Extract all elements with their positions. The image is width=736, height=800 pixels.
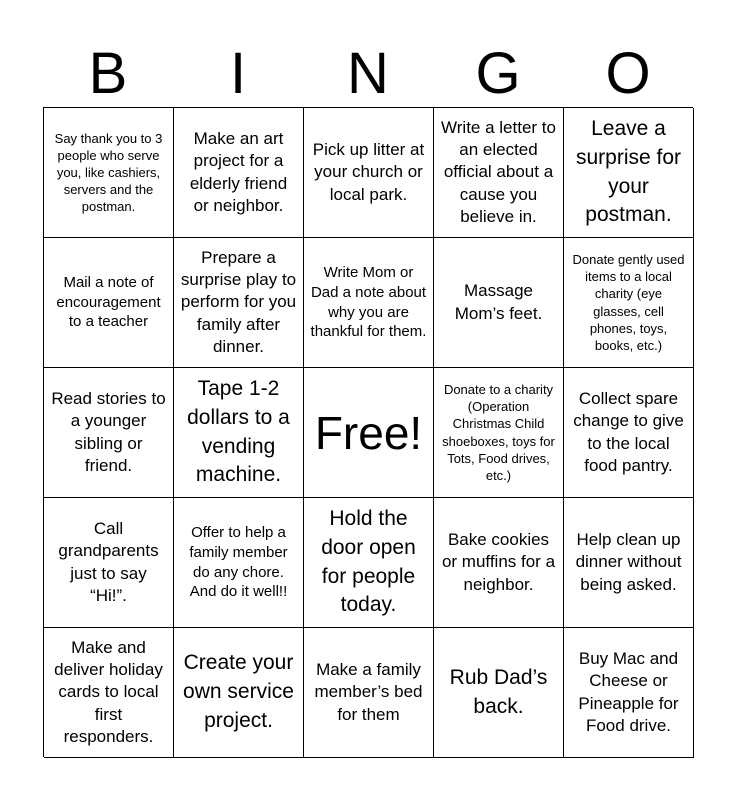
header-letter-i: I bbox=[229, 41, 247, 106]
bingo-cell-r1c3 bbox=[304, 108, 434, 238]
bingo-header bbox=[43, 40, 693, 106]
free-space bbox=[304, 368, 434, 498]
bingo-cell-r1c5 bbox=[564, 108, 694, 238]
free-space-text: Free! bbox=[314, 406, 423, 459]
cell-text: Buy Mac and Cheese or Pineapple for Food drive. bbox=[578, 649, 679, 735]
cell-text: Help clean up dinner without being asked. bbox=[575, 530, 682, 594]
header-letter-n: N bbox=[347, 41, 389, 106]
header-letter-b: B bbox=[88, 41, 128, 106]
bingo-cell-r2c4 bbox=[434, 238, 564, 368]
cell-text: Say thank you to 3 people who serve you, like cashiers, servers and the postman. bbox=[54, 130, 163, 215]
bingo-cell-r1c4 bbox=[434, 108, 564, 238]
cell-text: Make a family member’s bed for them bbox=[314, 660, 423, 724]
cell-text: Create your own service project. bbox=[183, 651, 294, 732]
bingo-cell-r5c3 bbox=[304, 628, 434, 758]
cell-text: Mail a note of encouragement to a teacher bbox=[56, 273, 161, 331]
cell-text: Make an art project for a elderly friend or neighbor. bbox=[189, 129, 288, 215]
bingo-cell-r5c5 bbox=[564, 628, 694, 758]
bingo-cell-r1c2 bbox=[174, 108, 304, 238]
bingo-cell-r3c2 bbox=[174, 368, 304, 498]
bingo-cell-r3c4 bbox=[434, 368, 564, 498]
cell-text: Prepare a surprise play to perform for you family after dinner. bbox=[180, 248, 297, 356]
bingo-cell-r2c3 bbox=[304, 238, 434, 368]
cell-text: Leave a surprise for your postman. bbox=[575, 116, 682, 227]
cell-text: Hold the door open for people today. bbox=[321, 506, 416, 617]
bingo-cell-r3c1 bbox=[44, 368, 174, 498]
cell-text: Massage Mom’s feet. bbox=[454, 281, 543, 323]
cell-text: Rub Dad’s back. bbox=[449, 665, 548, 718]
bingo-cell-r5c2 bbox=[174, 628, 304, 758]
bingo-grid bbox=[43, 107, 693, 757]
bingo-cell-r4c4 bbox=[434, 498, 564, 628]
cell-text: Write a letter to an elected official about a cause you believe in. bbox=[441, 118, 556, 226]
bingo-cell-r4c1 bbox=[44, 498, 174, 628]
header-letter-o: O bbox=[605, 41, 651, 106]
bingo-cell-r4c2 bbox=[174, 498, 304, 628]
header-letter-g: G bbox=[475, 41, 521, 106]
cell-text: Make and deliver holiday cards to local first responders. bbox=[54, 638, 163, 746]
bingo-cell-r3c5 bbox=[564, 368, 694, 498]
cell-text: Tape 1-2 dollars to a vending machine. bbox=[187, 376, 290, 487]
bingo-cell-r2c1 bbox=[44, 238, 174, 368]
cell-text: Pick up litter at your church or local park. bbox=[312, 140, 425, 204]
cell-text: Collect spare change to give to the local food pantry. bbox=[573, 389, 684, 475]
cell-text: Bake cookies or muffins for a neighbor. bbox=[441, 530, 556, 594]
cell-text: Call grandparents just to say “Hi!”. bbox=[58, 519, 159, 605]
cell-text: Donate to a charity (Operation Christmas Child shoeboxes, toys for Tots, Food drives, etc.) bbox=[442, 382, 555, 483]
bingo-cell-r2c2 bbox=[174, 238, 304, 368]
cell-text: Read stories to a younger sibling or friend. bbox=[51, 389, 166, 475]
cell-text: Offer to help a family member do any chore. And do it well!! bbox=[189, 523, 288, 601]
bingo-cell-r5c4 bbox=[434, 628, 564, 758]
bingo-cell-r4c5 bbox=[564, 498, 694, 628]
cell-text: Write Mom or Dad a note about why you are thankful for them. bbox=[310, 263, 427, 341]
bingo-cell-r5c1 bbox=[44, 628, 174, 758]
bingo-cell-r1c1 bbox=[44, 108, 174, 238]
bingo-cell-r4c3 bbox=[304, 498, 434, 628]
cell-text: Donate gently used items to a local charity (eye glasses, cell phones, toys, books, etc.) bbox=[572, 252, 685, 353]
bingo-cell-r2c5 bbox=[564, 238, 694, 368]
